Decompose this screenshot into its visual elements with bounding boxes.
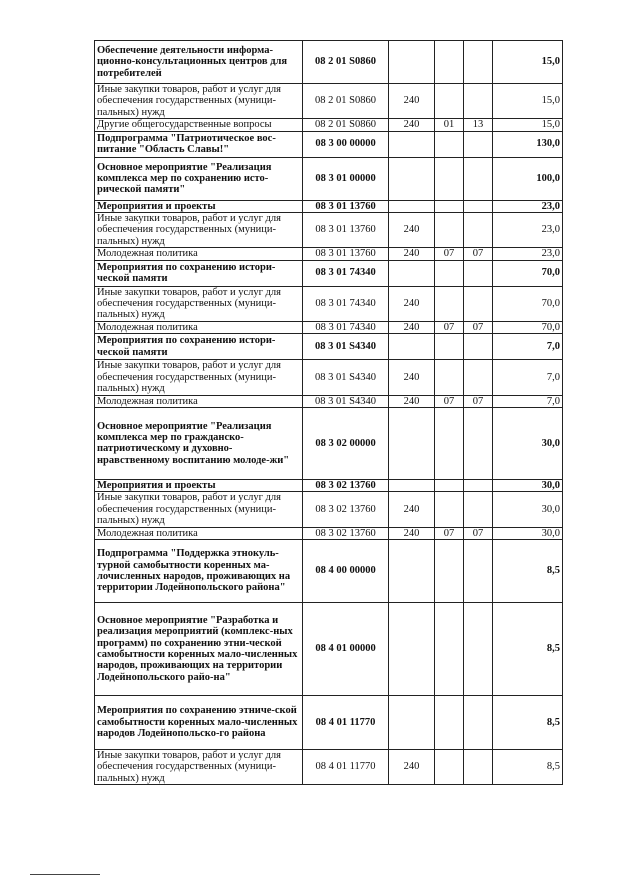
cell-name: Иные закупки товаров, работ и услуг для обеспечения государственных (муници-пальных) нужд bbox=[95, 360, 303, 395]
table-row bbox=[95, 695, 563, 749]
cell-amount: 8,5 bbox=[493, 539, 563, 602]
cell-amount: 15,0 bbox=[493, 84, 563, 119]
table-row bbox=[95, 157, 563, 200]
cell-section bbox=[435, 749, 464, 784]
cell-section: 07 bbox=[435, 321, 464, 333]
table-row bbox=[95, 286, 563, 321]
cell-section: 07 bbox=[435, 395, 464, 407]
cell-target-article: 08 3 01 S4340 bbox=[303, 360, 389, 395]
table-row bbox=[95, 602, 563, 695]
cell-subsection bbox=[464, 334, 493, 360]
cell-amount: 7,0 bbox=[493, 334, 563, 360]
cell-target-article: 08 4 01 11770 bbox=[303, 695, 389, 749]
cell-amount: 70,0 bbox=[493, 286, 563, 321]
cell-expense-type: 240 bbox=[389, 248, 435, 260]
cell-name: Молодежная политика bbox=[95, 527, 303, 539]
table-row bbox=[95, 131, 563, 157]
cell-expense-type bbox=[389, 131, 435, 157]
cell-name: Основное мероприятие "Реализация комплекса мер по сохранению исто-рической памяти" bbox=[95, 157, 303, 200]
cell-amount: 23,0 bbox=[493, 213, 563, 248]
cell-amount: 7,0 bbox=[493, 360, 563, 395]
cell-name: Мероприятия и проекты bbox=[95, 200, 303, 212]
cell-section: 07 bbox=[435, 248, 464, 260]
cell-amount: 7,0 bbox=[493, 395, 563, 407]
cell-name: Иные закупки товаров, работ и услуг для обеспечения государственных (муници-пальных) нужд bbox=[95, 286, 303, 321]
cell-section bbox=[435, 492, 464, 527]
cell-target-article: 08 3 01 S4340 bbox=[303, 334, 389, 360]
cell-amount: 30,0 bbox=[493, 479, 563, 491]
cell-subsection bbox=[464, 84, 493, 119]
cell-target-article: 08 3 00 00000 bbox=[303, 131, 389, 157]
cell-subsection: 07 bbox=[464, 395, 493, 407]
cell-name: Иные закупки товаров, работ и услуг для обеспечения государственных (муници-пальных) нужд bbox=[95, 492, 303, 527]
table-row bbox=[95, 527, 563, 539]
cell-section bbox=[435, 334, 464, 360]
table-row bbox=[95, 360, 563, 395]
cell-name: Мероприятия по сохранению истори-ческой памяти bbox=[95, 260, 303, 286]
cell-expense-type: 240 bbox=[389, 492, 435, 527]
cell-name: Молодежная политика bbox=[95, 395, 303, 407]
cell-subsection bbox=[464, 157, 493, 200]
cell-section bbox=[435, 602, 464, 695]
cell-subsection bbox=[464, 479, 493, 491]
cell-expense-type bbox=[389, 602, 435, 695]
cell-expense-type: 240 bbox=[389, 527, 435, 539]
cell-expense-type: 240 bbox=[389, 360, 435, 395]
cell-expense-type: 240 bbox=[389, 213, 435, 248]
cell-amount: 8,5 bbox=[493, 695, 563, 749]
cell-section bbox=[435, 213, 464, 248]
cell-name: Иные закупки товаров, работ и услуг для обеспечения государственных (муници-пальных) нужд bbox=[95, 213, 303, 248]
cell-name: Мероприятия и проекты bbox=[95, 479, 303, 491]
cell-name: Молодежная политика bbox=[95, 321, 303, 333]
cell-subsection: 07 bbox=[464, 248, 493, 260]
cell-expense-type bbox=[389, 334, 435, 360]
cell-subsection bbox=[464, 695, 493, 749]
cell-subsection: 13 bbox=[464, 119, 493, 131]
cell-name: Подпрограмма "Поддержка этнокуль-турной самобытности коренных ма-лочисленных народов, проживающих на территории Лодейнопольского района" bbox=[95, 539, 303, 602]
table-row bbox=[95, 248, 563, 260]
cell-section bbox=[435, 157, 464, 200]
cell-section bbox=[435, 260, 464, 286]
table-row bbox=[95, 479, 563, 491]
budget-table bbox=[94, 40, 563, 785]
cell-section bbox=[435, 695, 464, 749]
cell-expense-type: 240 bbox=[389, 395, 435, 407]
cell-amount: 30,0 bbox=[493, 492, 563, 527]
cell-target-article: 08 3 01 S4340 bbox=[303, 395, 389, 407]
cell-target-article: 08 3 02 13760 bbox=[303, 479, 389, 491]
cell-amount: 8,5 bbox=[493, 602, 563, 695]
cell-subsection bbox=[464, 539, 493, 602]
cell-name: Мероприятия по сохранению истори-ческой памяти bbox=[95, 334, 303, 360]
cell-amount: 130,0 bbox=[493, 131, 563, 157]
cell-expense-type: 240 bbox=[389, 321, 435, 333]
cell-target-article: 08 4 01 11770 bbox=[303, 749, 389, 784]
cell-target-article: 08 3 02 13760 bbox=[303, 527, 389, 539]
table-row bbox=[95, 200, 563, 212]
cell-target-article: 08 2 01 S0860 bbox=[303, 119, 389, 131]
cell-target-article: 08 4 01 00000 bbox=[303, 602, 389, 695]
cell-amount: 30,0 bbox=[493, 527, 563, 539]
cell-expense-type: 240 bbox=[389, 84, 435, 119]
table-row bbox=[95, 749, 563, 784]
cell-subsection bbox=[464, 200, 493, 212]
cell-expense-type: 240 bbox=[389, 286, 435, 321]
cell-name: Основное мероприятие "Реализация комплекса мер по гражданско-патриотическому и духовно-нравственному воспитанию молоде-жи" bbox=[95, 407, 303, 479]
cell-expense-type bbox=[389, 539, 435, 602]
cell-subsection bbox=[464, 492, 493, 527]
cell-target-article: 08 2 01 S0860 bbox=[303, 41, 389, 84]
cell-target-article: 08 3 01 74340 bbox=[303, 260, 389, 286]
cell-expense-type: 240 bbox=[389, 119, 435, 131]
cell-target-article: 08 3 02 13760 bbox=[303, 492, 389, 527]
cell-name: Подпрограмма "Патриотическое вос-питание "Область Славы!" bbox=[95, 131, 303, 157]
cell-amount: 30,0 bbox=[493, 407, 563, 479]
footer-rule bbox=[30, 874, 100, 875]
cell-section bbox=[435, 407, 464, 479]
cell-name: Обеспечение деятельности информа-ционно-консультационных центров для потребителей bbox=[95, 41, 303, 84]
cell-expense-type bbox=[389, 157, 435, 200]
cell-expense-type bbox=[389, 41, 435, 84]
cell-subsection bbox=[464, 260, 493, 286]
cell-subsection bbox=[464, 749, 493, 784]
cell-amount: 15,0 bbox=[493, 119, 563, 131]
cell-section bbox=[435, 131, 464, 157]
table-row bbox=[95, 407, 563, 479]
cell-subsection bbox=[464, 602, 493, 695]
cell-name: Иные закупки товаров, работ и услуг для обеспечения государственных (муници-пальных) нужд bbox=[95, 749, 303, 784]
cell-section bbox=[435, 41, 464, 84]
cell-amount: 8,5 bbox=[493, 749, 563, 784]
cell-subsection: 07 bbox=[464, 527, 493, 539]
cell-target-article: 08 2 01 S0860 bbox=[303, 84, 389, 119]
table-row bbox=[95, 395, 563, 407]
cell-expense-type: 240 bbox=[389, 749, 435, 784]
cell-expense-type bbox=[389, 695, 435, 749]
cell-target-article: 08 3 02 00000 bbox=[303, 407, 389, 479]
cell-subsection bbox=[464, 41, 493, 84]
cell-section bbox=[435, 539, 464, 602]
cell-subsection bbox=[464, 131, 493, 157]
cell-subsection bbox=[464, 213, 493, 248]
cell-expense-type bbox=[389, 407, 435, 479]
table-row bbox=[95, 492, 563, 527]
table-row bbox=[95, 41, 563, 84]
cell-section bbox=[435, 200, 464, 212]
table-row bbox=[95, 321, 563, 333]
table-row bbox=[95, 539, 563, 602]
cell-target-article: 08 3 01 00000 bbox=[303, 157, 389, 200]
cell-section bbox=[435, 360, 464, 395]
cell-section bbox=[435, 84, 464, 119]
cell-target-article: 08 3 01 13760 bbox=[303, 213, 389, 248]
cell-section bbox=[435, 286, 464, 321]
cell-name: Иные закупки товаров, работ и услуг для обеспечения государственных (муници-пальных) нужд bbox=[95, 84, 303, 119]
cell-name: Другие общегосударственные вопросы bbox=[95, 119, 303, 131]
cell-amount: 100,0 bbox=[493, 157, 563, 200]
cell-subsection bbox=[464, 360, 493, 395]
cell-subsection bbox=[464, 286, 493, 321]
cell-section bbox=[435, 479, 464, 491]
cell-name: Мероприятия по сохранению этниче-ской самобытности коренных мало-численных народов Лодейнопольско-го района bbox=[95, 695, 303, 749]
table-row bbox=[95, 213, 563, 248]
cell-amount: 15,0 bbox=[493, 41, 563, 84]
cell-amount: 70,0 bbox=[493, 260, 563, 286]
cell-section: 01 bbox=[435, 119, 464, 131]
cell-section: 07 bbox=[435, 527, 464, 539]
table-row bbox=[95, 334, 563, 360]
budget-table-body bbox=[95, 41, 563, 785]
cell-expense-type bbox=[389, 260, 435, 286]
cell-amount: 70,0 bbox=[493, 321, 563, 333]
cell-target-article: 08 3 01 74340 bbox=[303, 321, 389, 333]
cell-target-article: 08 3 01 13760 bbox=[303, 248, 389, 260]
cell-target-article: 08 3 01 13760 bbox=[303, 200, 389, 212]
table-row bbox=[95, 84, 563, 119]
table-row bbox=[95, 260, 563, 286]
cell-amount: 23,0 bbox=[493, 248, 563, 260]
cell-subsection: 07 bbox=[464, 321, 493, 333]
table-row bbox=[95, 119, 563, 131]
cell-amount: 23,0 bbox=[493, 200, 563, 212]
cell-expense-type bbox=[389, 479, 435, 491]
cell-name: Молодежная политика bbox=[95, 248, 303, 260]
cell-target-article: 08 3 01 74340 bbox=[303, 286, 389, 321]
cell-target-article: 08 4 00 00000 bbox=[303, 539, 389, 602]
cell-subsection bbox=[464, 407, 493, 479]
cell-name: Основное мероприятие "Разработка и реализация мероприятий (комплекс-ных программ) по сохранению этни-ческой самобытности коренных мало-численных народов, проживающих на территории Лодейнопольского райо-на" bbox=[95, 602, 303, 695]
cell-expense-type bbox=[389, 200, 435, 212]
